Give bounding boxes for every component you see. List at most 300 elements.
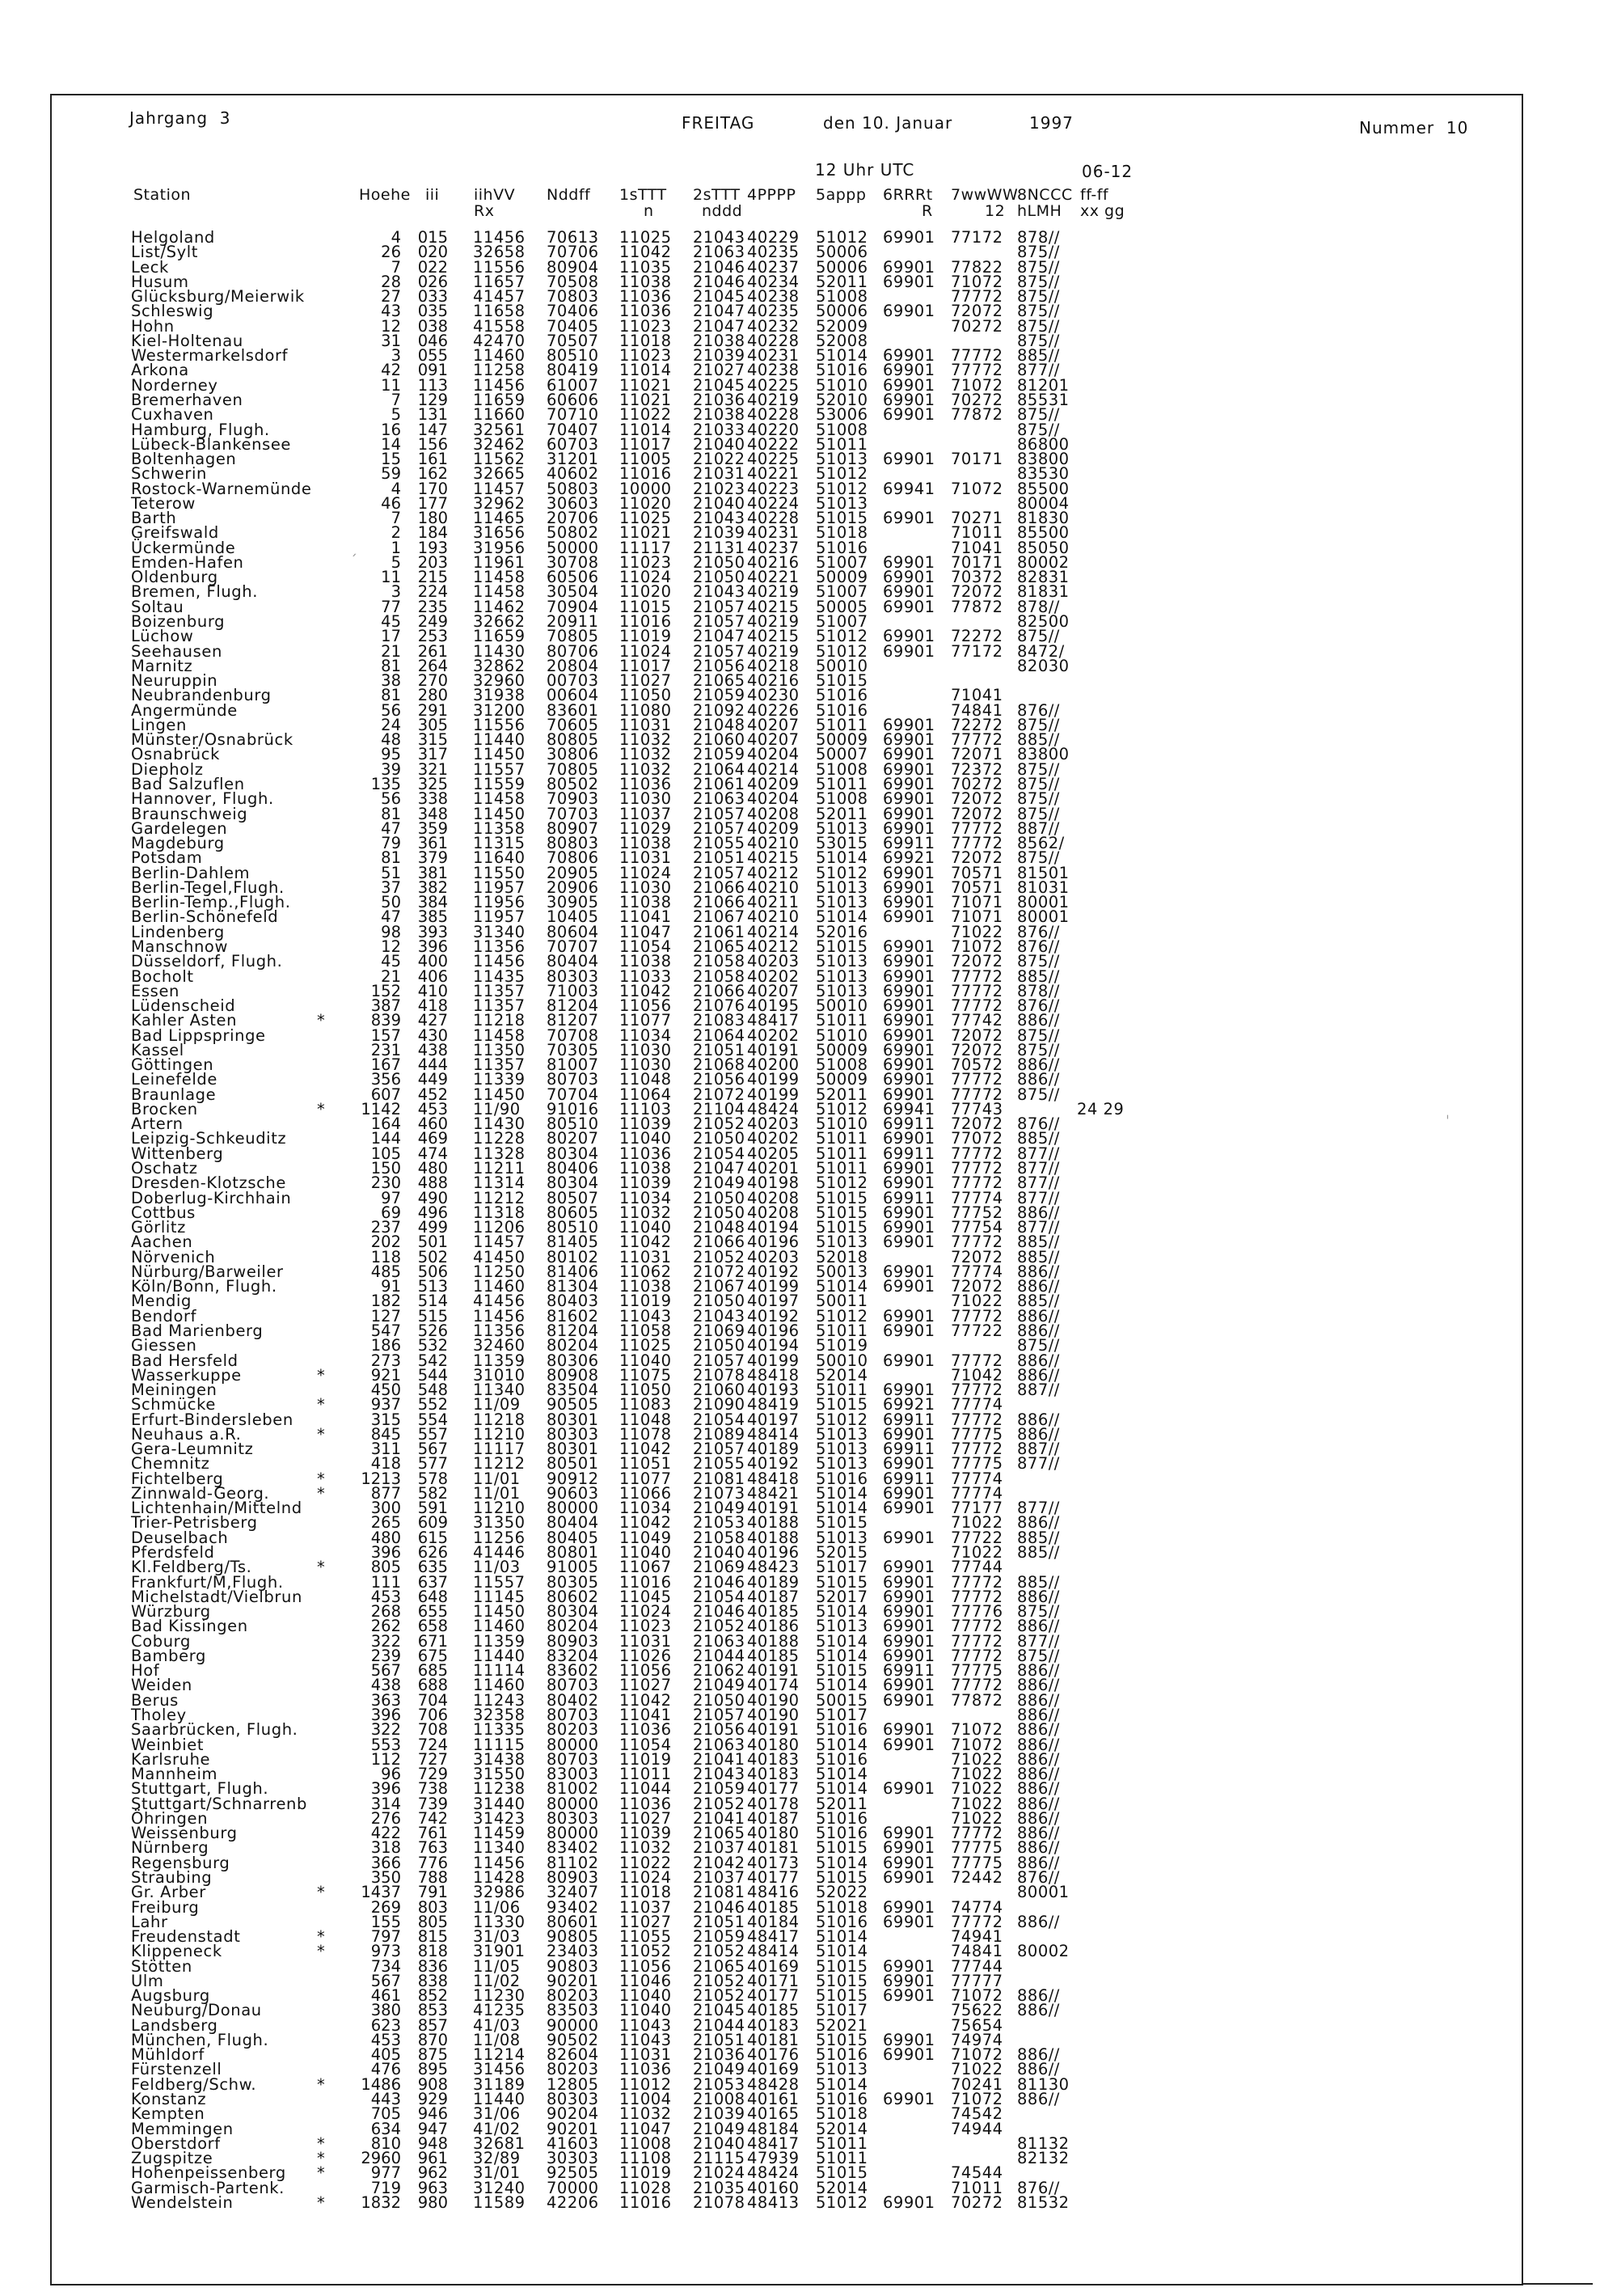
height-value: 461 <box>370 1986 401 2006</box>
group-iihvv: 11358 <box>473 818 526 838</box>
group-iihvv: 11357 <box>473 996 526 1016</box>
group-1sttt: 11024 <box>619 568 672 587</box>
station-id: 818 <box>417 1942 448 1961</box>
group-1sttt: 11031 <box>619 1631 672 1651</box>
station-name: Bendorf <box>131 1306 197 1326</box>
group-nddff: 00703 <box>547 671 599 691</box>
group-6rrrt: 69911 <box>883 1469 935 1488</box>
group-6rrrt: 69911 <box>883 1661 935 1681</box>
height-value: 47 <box>381 818 401 838</box>
group-7wwww: 72072 <box>951 1025 1003 1045</box>
group-nddff: 70707 <box>547 937 599 956</box>
group-4pppp: 40231 <box>747 523 800 543</box>
station-id: 838 <box>417 1971 448 1990</box>
group-7wwww: 71072 <box>951 2045 1003 2065</box>
station-id: 235 <box>417 597 448 616</box>
station-name: Klippeneck <box>131 1942 222 1961</box>
group-5appp: 51014 <box>816 1676 868 1695</box>
group-4pppp: 40228 <box>747 331 800 350</box>
group-7wwww: 77772 <box>951 730 1003 750</box>
height-value: 453 <box>370 2030 401 2049</box>
group-2sttt: 21045 <box>693 375 745 395</box>
group-2sttt: 21057 <box>693 1440 745 1459</box>
group-6rrrt: 69901 <box>883 390 935 409</box>
station-name: Potsdam <box>131 848 203 868</box>
group-5appp: 51011 <box>816 715 868 734</box>
group-8nccc: 82030 <box>1017 656 1070 675</box>
group-5appp: 51011 <box>816 2149 868 2168</box>
group-2sttt: 21066 <box>693 981 745 1000</box>
group-2sttt: 21115 <box>693 2149 745 2168</box>
group-2sttt: 21055 <box>693 834 745 853</box>
group-8nccc: 885// <box>1017 966 1060 986</box>
group-4pppp: 40235 <box>747 243 800 262</box>
station-id: 379 <box>417 848 448 868</box>
station-id: 418 <box>417 996 448 1016</box>
mountain-marker: * <box>317 1558 325 1577</box>
height-value: 26 <box>381 243 401 262</box>
group-1sttt: 11004 <box>619 2090 672 2109</box>
group-8nccc: 886// <box>1017 1011 1060 1030</box>
group-7wwww: 72071 <box>951 745 1003 764</box>
group-5appp: 51014 <box>816 1631 868 1651</box>
group-7wwww: 77772 <box>951 1144 1003 1163</box>
group-4pppp: 40177 <box>747 1867 800 1887</box>
station-id: 788 <box>417 1867 448 1887</box>
group-1sttt: 11033 <box>619 966 672 986</box>
group-8nccc: 886// <box>1017 1321 1060 1340</box>
group-8nccc: 81501 <box>1017 863 1070 882</box>
group-4pppp: 48417 <box>747 2133 800 2153</box>
group-5appp: 51013 <box>816 877 868 897</box>
group-5appp: 51014 <box>816 1779 868 1799</box>
group-4pppp: 40226 <box>747 700 800 720</box>
mountain-marker: * <box>317 2192 325 2212</box>
group-nddff: 90603 <box>547 1483 599 1503</box>
group-1sttt: 11040 <box>619 1543 672 1562</box>
group-1sttt: 11034 <box>619 1025 672 1045</box>
group-nddff: 70507 <box>547 331 599 350</box>
group-7wwww: 70171 <box>951 450 1003 469</box>
group-2sttt: 21050 <box>693 552 745 572</box>
height-value: 322 <box>370 1720 401 1740</box>
group-2sttt: 21064 <box>693 1025 745 1045</box>
group-7wwww: 77772 <box>951 1617 1003 1636</box>
height-value: 396 <box>370 1543 401 1562</box>
height-value: 98 <box>381 922 401 941</box>
group-1sttt: 11030 <box>619 1055 672 1075</box>
group-5appp: 53006 <box>816 405 868 425</box>
group-8nccc: 886// <box>1017 1779 1060 1799</box>
group-2sttt: 21039 <box>693 523 745 543</box>
group-5appp: 51015 <box>816 1218 868 1237</box>
group-5appp: 51014 <box>816 1765 868 1784</box>
group-7wwww: 75654 <box>951 2015 1003 2035</box>
group-8nccc: 877// <box>1017 1454 1060 1474</box>
station-name: Barth <box>131 509 177 528</box>
group-5appp: 51016 <box>816 1469 868 1488</box>
height-value: 3 <box>391 346 401 366</box>
station-name: München, Flugh. <box>131 2030 269 2049</box>
height-value: 97 <box>381 1188 401 1207</box>
group-4pppp: 40214 <box>747 922 800 941</box>
group-8nccc: 875// <box>1017 405 1060 425</box>
station-name: Deuselbach <box>131 1528 229 1547</box>
group-6rrrt: 69901 <box>883 1558 935 1577</box>
group-1sttt: 11031 <box>619 715 672 734</box>
height-value: 14 <box>381 434 401 454</box>
group-1sttt: 11042 <box>619 1233 672 1252</box>
group-5appp: 51013 <box>816 2060 868 2079</box>
height-value: 167 <box>370 1055 401 1075</box>
station-id: 791 <box>417 1883 448 1902</box>
group-2sttt: 21059 <box>693 686 745 705</box>
group-8nccc: 886// <box>1017 1203 1060 1222</box>
group-6rrrt: 69901 <box>883 1897 935 1917</box>
station-id: 502 <box>417 1247 448 1266</box>
group-4pppp: 40232 <box>747 316 800 336</box>
group-8nccc: 85500 <box>1017 523 1070 543</box>
station-id: 321 <box>417 759 448 779</box>
group-5appp: 51013 <box>816 818 868 838</box>
station-name: Berlin-Dahlem <box>131 863 251 882</box>
group-5appp: 51014 <box>816 1483 868 1503</box>
height-value: 405 <box>370 2045 401 2065</box>
group-6rrrt: 69901 <box>883 818 935 838</box>
col-g4-sub: nddd <box>702 202 743 220</box>
group-5appp: 50009 <box>816 1070 868 1089</box>
station-name: Bremerhaven <box>131 390 243 409</box>
group-1sttt: 11062 <box>619 1262 672 1281</box>
group-8nccc: 877// <box>1017 1159 1060 1178</box>
group-7wwww: 77772 <box>951 1676 1003 1695</box>
scan-mark: ˊ <box>350 552 357 569</box>
group-iihvv: 11458 <box>473 1025 526 1045</box>
station-name: Görlitz <box>131 1218 186 1237</box>
station-id: 548 <box>417 1381 448 1400</box>
group-5appp: 51015 <box>816 1513 868 1533</box>
group-1sttt: 11016 <box>619 1572 672 1592</box>
group-iihvv: 41446 <box>473 1543 526 1562</box>
group-6rrrt: 69901 <box>883 1779 935 1799</box>
height-value: 144 <box>370 1129 401 1148</box>
group-7wwww: 77754 <box>951 1218 1003 1237</box>
group-iihvv: 11210 <box>473 1499 526 1518</box>
group-6rrrt: 69901 <box>883 1617 935 1636</box>
group-6rrrt: 69901 <box>883 1025 935 1045</box>
group-6rrrt: 69901 <box>883 375 935 395</box>
group-nddff: 80510 <box>547 1218 599 1237</box>
station-name: Hof <box>131 1661 160 1681</box>
group-1sttt: 11038 <box>619 1159 672 1178</box>
weekday-label: FREITAG <box>682 113 755 133</box>
group-2sttt: 21076 <box>693 996 745 1016</box>
station-id: 474 <box>417 1144 448 1163</box>
group-6rrrt: 69901 <box>883 1085 935 1104</box>
group-2sttt: 21057 <box>693 1351 745 1370</box>
station-id: 857 <box>417 2015 448 2035</box>
group-iihvv: 11318 <box>473 1203 526 1222</box>
station-name: Giessen <box>131 1336 197 1355</box>
group-1sttt: 11036 <box>619 774 672 793</box>
group-5appp: 51016 <box>816 1749 868 1769</box>
group-iihvv: 11356 <box>473 937 526 956</box>
group-4pppp: 40180 <box>747 1824 800 1843</box>
group-1sttt: 11040 <box>619 1129 672 1148</box>
group-1sttt: 11019 <box>619 2163 672 2183</box>
group-4pppp: 40184 <box>747 1912 800 1931</box>
group-4pppp: 48419 <box>747 1395 800 1414</box>
group-8nccc: 875// <box>1017 1085 1060 1104</box>
group-4pppp: 47939 <box>747 2149 800 2168</box>
group-iihvv: 11457 <box>473 1233 526 1252</box>
group-2sttt: 21046 <box>693 1897 745 1917</box>
group-iihvv: 41456 <box>473 1292 526 1311</box>
group-5appp: 51016 <box>816 2090 868 2109</box>
group-5appp: 51010 <box>816 1025 868 1045</box>
group-6rrrt: 69901 <box>883 1262 935 1281</box>
group-1sttt: 11037 <box>619 1897 672 1917</box>
group-iihvv: 11957 <box>473 877 526 897</box>
group-7wwww: 72372 <box>951 759 1003 779</box>
height-value: 50 <box>381 893 401 912</box>
group-2sttt: 21052 <box>693 1942 745 1961</box>
group-1sttt: 11052 <box>619 1942 672 1961</box>
group-8nccc: 82132 <box>1017 2149 1070 2168</box>
group-8nccc: 85500 <box>1017 479 1070 498</box>
group-8nccc: 877// <box>1017 361 1060 380</box>
group-4pppp: 40209 <box>747 774 800 793</box>
group-7wwww: 74944 <box>951 2119 1003 2138</box>
station-name: Manschnow <box>131 937 229 956</box>
group-8nccc: 886// <box>1017 1055 1060 1075</box>
group-7wwww: 77772 <box>951 1159 1003 1178</box>
group-2sttt: 21057 <box>693 641 745 661</box>
station-id: 962 <box>417 2163 448 2183</box>
group-6rrrt: 69901 <box>883 450 935 469</box>
group-6rrrt: 69901 <box>883 1351 935 1370</box>
group-6rrrt: 69901 <box>883 568 935 587</box>
station-name: Bremen, Flugh. <box>131 582 259 602</box>
col-g4: 2sTTT <box>693 186 741 204</box>
group-6rrrt: 69901 <box>883 1838 935 1858</box>
group-iihvv: 11/05 <box>473 1956 521 1976</box>
group-nddff: 60606 <box>547 390 599 409</box>
group-5appp: 51010 <box>816 1114 868 1134</box>
group-nddff: 80000 <box>547 1499 599 1518</box>
group-8nccc: 875// <box>1017 1602 1060 1622</box>
group-5appp: 52014 <box>816 2178 868 2197</box>
group-iihvv: 32460 <box>473 1336 526 1355</box>
group-iihvv: 11459 <box>473 1824 526 1843</box>
group-8nccc: 81201 <box>1017 375 1070 395</box>
group-7wwww: 77775 <box>951 1454 1003 1474</box>
group-4pppp: 40181 <box>747 2030 800 2049</box>
station-name: Westermarkelsdorf <box>131 346 289 366</box>
mountain-marker: * <box>317 2163 325 2183</box>
group-nddff: 90912 <box>547 1469 599 1488</box>
group-nddff: 70305 <box>547 1040 599 1059</box>
group-nddff: 83003 <box>547 1765 599 1784</box>
height-value: 118 <box>370 1247 401 1266</box>
group-iihvv: 11230 <box>473 1986 526 2006</box>
group-1sttt: 11039 <box>619 1824 672 1843</box>
group-1sttt: 11043 <box>619 1306 672 1326</box>
group-7wwww: 77772 <box>951 1646 1003 1665</box>
group-1sttt: 11023 <box>619 552 672 572</box>
station-name: Boltenhagen <box>131 450 237 469</box>
group-1sttt: 11043 <box>619 2030 672 2049</box>
group-7wwww: 77772 <box>951 1173 1003 1193</box>
group-1sttt: 11024 <box>619 1602 672 1622</box>
group-8nccc: 875// <box>1017 848 1060 868</box>
group-1sttt: 11011 <box>619 1765 672 1784</box>
group-4pppp: 40215 <box>747 627 800 646</box>
group-4pppp: 40216 <box>747 671 800 691</box>
group-7wwww: 71072 <box>951 375 1003 395</box>
group-2sttt: 21063 <box>693 243 745 262</box>
group-2sttt: 21072 <box>693 1085 745 1104</box>
group-5appp: 51017 <box>816 1558 868 1577</box>
station-id: 400 <box>417 952 448 971</box>
station-id: 406 <box>417 966 448 986</box>
group-8nccc: 81831 <box>1017 582 1070 602</box>
station-id: 325 <box>417 774 448 793</box>
group-iihvv: 11428 <box>473 1867 526 1887</box>
group-4pppp: 40189 <box>747 1572 800 1592</box>
group-1sttt: 11055 <box>619 1927 672 1947</box>
group-4pppp: 40222 <box>747 434 800 454</box>
group-7wwww: 72072 <box>951 804 1003 823</box>
station-id: 460 <box>417 1114 448 1134</box>
group-7wwww: 72072 <box>951 1277 1003 1296</box>
group-6rrrt: 69941 <box>883 1099 935 1118</box>
station-id: 557 <box>417 1424 448 1444</box>
station-name: Coburg <box>131 1631 191 1651</box>
group-2sttt: 21043 <box>693 228 745 247</box>
group-4pppp: 40186 <box>747 1617 800 1636</box>
height-value: 28 <box>381 272 401 291</box>
group-1sttt: 11036 <box>619 302 672 321</box>
group-nddff: 80000 <box>547 1735 599 1754</box>
group-nddff: 20804 <box>547 656 599 675</box>
group-1sttt: 11018 <box>619 331 672 350</box>
group-5appp: 51013 <box>816 1454 868 1474</box>
group-1sttt: 11080 <box>619 700 672 720</box>
group-8nccc: 875// <box>1017 1336 1060 1355</box>
group-8nccc: 82500 <box>1017 612 1070 632</box>
station-name: Norderney <box>131 375 218 395</box>
group-2sttt: 21043 <box>693 509 745 528</box>
station-name: Bad Marienberg <box>131 1321 264 1340</box>
group-2sttt: 21081 <box>693 1469 745 1488</box>
group-4pppp: 40185 <box>747 1602 800 1622</box>
group-iihvv: 32662 <box>473 612 526 632</box>
group-5appp: 51014 <box>816 1499 868 1518</box>
group-7wwww: 77775 <box>951 1661 1003 1681</box>
station-name: Kassel <box>131 1040 184 1059</box>
height-value: 607 <box>370 1085 401 1104</box>
group-7wwww: 74841 <box>951 700 1003 720</box>
group-1sttt: 11054 <box>619 1735 672 1754</box>
group-2sttt: 21053 <box>693 1513 745 1533</box>
group-5appp: 51014 <box>816 1277 868 1296</box>
group-4pppp: 40202 <box>747 966 800 986</box>
group-8nccc: 85531 <box>1017 390 1070 409</box>
group-2sttt: 21046 <box>693 1572 745 1592</box>
station-id: 648 <box>417 1587 448 1606</box>
station-id: 506 <box>417 1262 448 1281</box>
group-4pppp: 40188 <box>747 1513 800 1533</box>
group-5appp: 51011 <box>816 1144 868 1163</box>
group-iihvv: 41457 <box>473 287 526 307</box>
group-2sttt: 21065 <box>693 1824 745 1843</box>
group-5appp: 51013 <box>816 966 868 986</box>
group-2sttt: 21056 <box>693 1070 745 1089</box>
group-nddff: 80305 <box>547 1572 599 1592</box>
group-8nccc: 885// <box>1017 1572 1060 1592</box>
group-6rrrt: 69901 <box>883 1306 935 1326</box>
group-8nccc: 885// <box>1017 1292 1060 1311</box>
group-2sttt: 21064 <box>693 759 745 779</box>
group-2sttt: 21063 <box>693 1735 745 1754</box>
group-8nccc: 877// <box>1017 1188 1060 1207</box>
group-iihvv: 41/02 <box>473 2119 521 2138</box>
station-name: Bad Salzuflen <box>131 774 245 793</box>
group-4pppp: 40216 <box>747 552 800 572</box>
group-6rrrt: 69901 <box>883 1424 935 1444</box>
station-name: Neubrandenburg <box>131 686 272 705</box>
group-nddff: 92505 <box>547 2163 599 2183</box>
station-id: 947 <box>417 2119 448 2138</box>
group-nddff: 00604 <box>547 686 599 705</box>
height-value: 634 <box>370 2119 401 2138</box>
group-5appp: 51015 <box>816 1971 868 1990</box>
station-name: Pferdsfeld <box>131 1543 215 1562</box>
height-value: 79 <box>381 834 401 853</box>
height-value: 59 <box>381 464 401 484</box>
group-nddff: 83503 <box>547 2001 599 2020</box>
group-4pppp: 48423 <box>747 1558 800 1577</box>
height-value: 37 <box>381 877 401 897</box>
group-8nccc: 876// <box>1017 922 1060 941</box>
group-4pppp: 48416 <box>747 1883 800 1902</box>
group-1sttt: 11045 <box>619 1587 672 1606</box>
group-iihvv: 11350 <box>473 1040 526 1059</box>
station-name: Kiel-Holtenau <box>131 331 243 350</box>
group-2sttt: 21054 <box>693 1144 745 1163</box>
station-id: 542 <box>417 1351 448 1370</box>
station-id: 488 <box>417 1173 448 1193</box>
group-1sttt: 11024 <box>619 863 672 882</box>
station-id: 022 <box>417 257 448 277</box>
group-6rrrt: 69901 <box>883 257 935 277</box>
group-5appp: 51011 <box>816 2133 868 2153</box>
height-value: 380 <box>370 2001 401 2020</box>
group-5appp: 52011 <box>816 1085 868 1104</box>
height-value: 877 <box>370 1483 401 1503</box>
group-2sttt: 21050 <box>693 568 745 587</box>
group-4pppp: 40235 <box>747 302 800 321</box>
height-value: 977 <box>370 2163 401 2183</box>
group-5appp: 53015 <box>816 834 868 853</box>
group-5appp: 50011 <box>816 1292 868 1311</box>
group-4pppp: 40185 <box>747 2001 800 2020</box>
mountain-marker: * <box>317 1469 325 1488</box>
group-8nccc: 886// <box>1017 1365 1060 1385</box>
group-2sttt: 21063 <box>693 789 745 809</box>
obs-period: 06-12 <box>1082 162 1134 181</box>
